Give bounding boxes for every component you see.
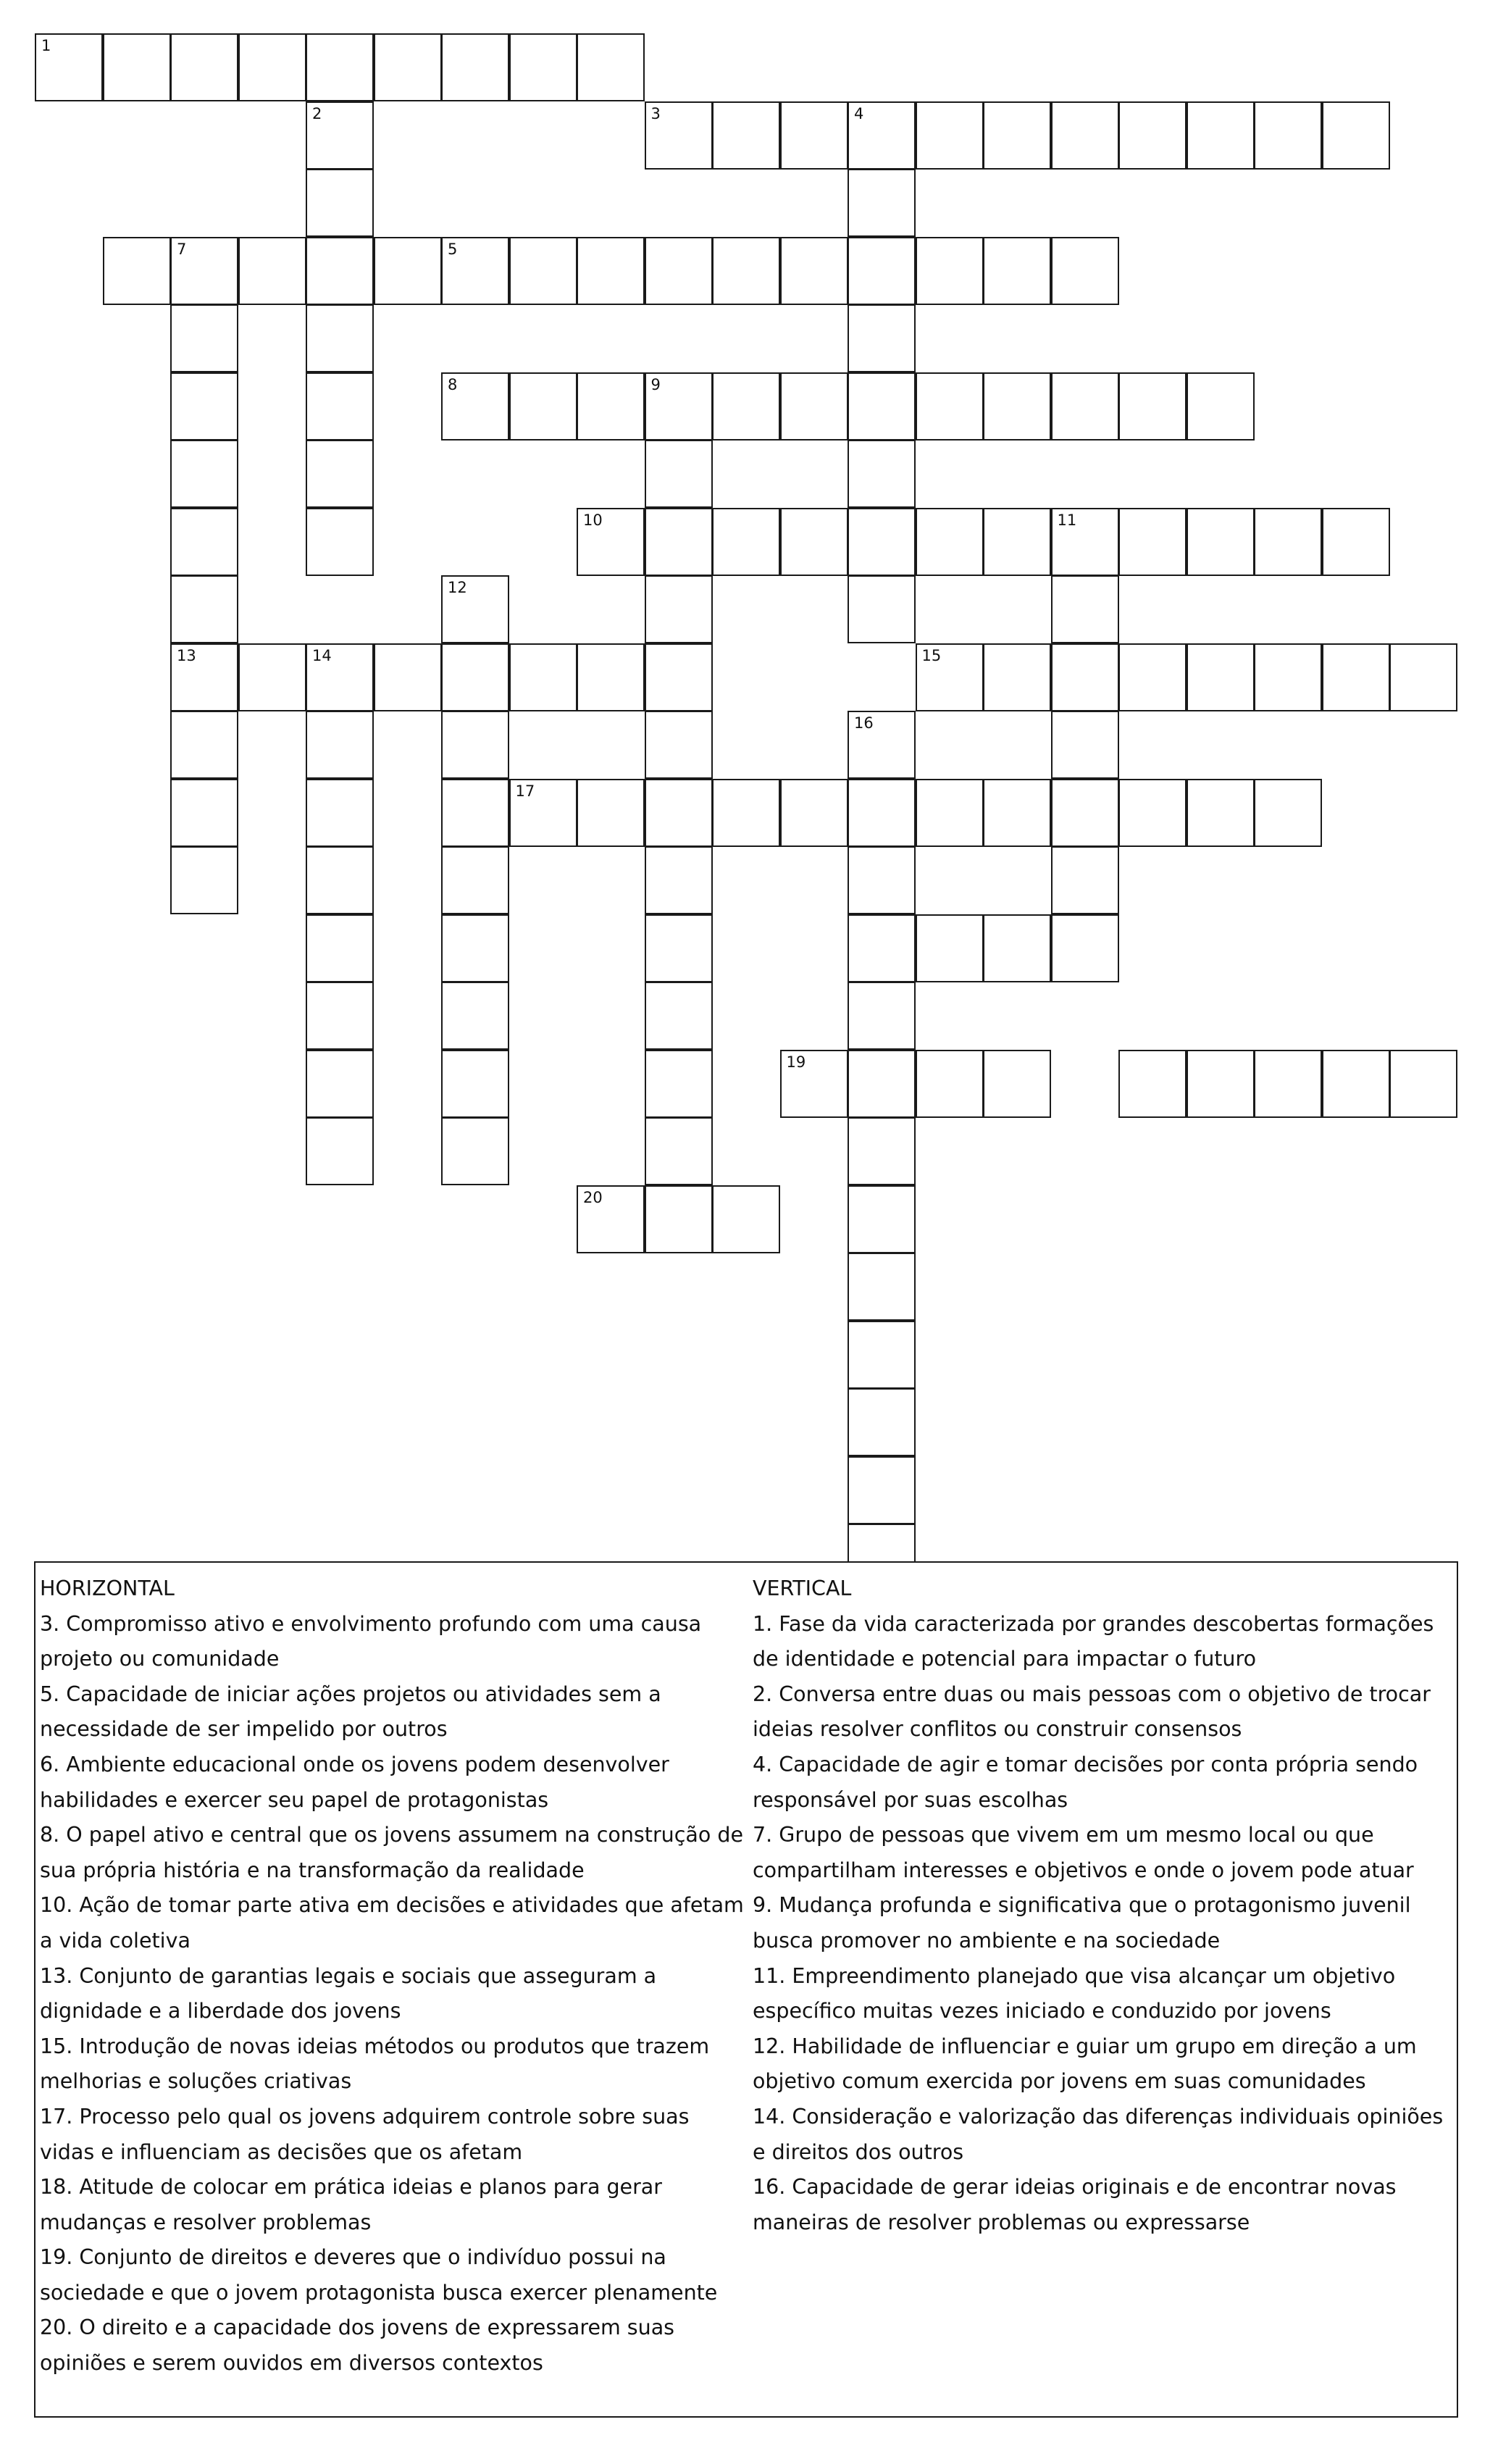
grid-cell[interactable] [441, 779, 509, 847]
grid-cell[interactable] [848, 101, 916, 170]
grid-cell[interactable] [1051, 914, 1119, 982]
grid-cell[interactable] [848, 1388, 916, 1456]
clue-number: 5 [448, 240, 458, 258]
grid-cell[interactable] [645, 508, 713, 576]
clue-item: 8. O papel ativo e central que os jovens assumem na construção de sua própria história e na transformação da realidade [40, 1823, 743, 1882]
grid-cell[interactable] [712, 508, 780, 576]
grid-cell[interactable] [374, 237, 442, 305]
grid-cell[interactable] [35, 33, 103, 101]
grid-cell[interactable] [1187, 643, 1255, 711]
grid-cell[interactable] [1051, 237, 1119, 305]
grid-cell[interactable] [306, 101, 374, 170]
grid-cell[interactable] [983, 372, 1051, 440]
grid-cell[interactable] [1187, 101, 1255, 170]
clue-number: 17 [515, 782, 535, 800]
grid-cell[interactable] [712, 1185, 780, 1253]
grid-cell[interactable] [848, 982, 916, 1050]
grid-cell[interactable] [712, 372, 780, 440]
clue-item: 9. Mudança profunda e significativa que o protagonismo juvenil busca promover no ambiente e na sociedade [753, 1893, 1411, 1953]
grid-cell[interactable] [645, 914, 713, 982]
grid-cell[interactable] [848, 1456, 916, 1524]
horizontal-clue-list [40, 1607, 750, 2381]
clue-number: 16 [854, 714, 874, 732]
grid-cell[interactable] [848, 914, 916, 982]
grid-cell[interactable] [306, 982, 374, 1050]
clue-item: 18. Atitude de colocar em prática ideias e planos para gerar mudanças e resolver problemas [40, 2175, 662, 2234]
grid-cell[interactable] [441, 914, 509, 982]
grid-cell[interactable] [848, 304, 916, 372]
grid-cell[interactable] [645, 237, 713, 305]
clue-number: 20 [583, 1188, 603, 1206]
clue-item: 14. Consideração e valorização das diferenças individuais opiniões e direitos dos outros [753, 2104, 1444, 2164]
clue-number: 8 [448, 375, 458, 393]
clue-item: 7. Grupo de pessoas que vivem em um mesmo local ou que compartilham interesses e objetivos e onde o jovem pode atuar [753, 1823, 1414, 1882]
grid-cell[interactable] [1118, 508, 1187, 576]
grid-cell[interactable] [848, 779, 916, 847]
grid-cell[interactable] [916, 101, 984, 170]
grid-cell[interactable] [441, 575, 509, 643]
grid-cell[interactable] [306, 440, 374, 508]
grid-cell[interactable] [983, 508, 1051, 576]
grid-cell[interactable] [848, 1253, 916, 1321]
grid-cell[interactable] [170, 372, 238, 440]
grid-cell[interactable] [306, 169, 374, 237]
grid-cell[interactable] [780, 101, 848, 170]
grid-cell[interactable] [645, 101, 713, 170]
grid-cell[interactable] [848, 169, 916, 237]
horizontal-clues [40, 1571, 750, 2381]
grid-cell[interactable] [1322, 101, 1390, 170]
grid-cell[interactable] [1389, 643, 1457, 711]
grid-cell[interactable] [170, 575, 238, 643]
grid-cell[interactable] [645, 1117, 713, 1185]
vertical-clues [753, 1571, 1455, 2240]
grid-cell[interactable] [780, 372, 848, 440]
grid-cell[interactable] [1118, 643, 1187, 711]
clue-number: 3 [650, 104, 661, 122]
grid-cell[interactable] [1051, 508, 1119, 576]
grid-cell[interactable] [1051, 101, 1119, 170]
grid-cell[interactable] [306, 779, 374, 847]
grid-cell[interactable] [645, 982, 713, 1050]
grid-cell[interactable] [509, 372, 577, 440]
grid-cell[interactable] [916, 1050, 984, 1118]
grid-cell[interactable] [306, 711, 374, 779]
grid-cell[interactable] [1118, 372, 1187, 440]
grid-cell[interactable] [916, 643, 984, 711]
grid-cell[interactable] [645, 440, 713, 508]
grid-cell[interactable] [509, 779, 577, 847]
clues-box [34, 1561, 1458, 2418]
clue-item: 4. Capacidade de agir e tomar decisões por conta própria sendo responsável por suas escolhas [753, 1752, 1418, 1812]
grid-cell[interactable] [1322, 643, 1390, 711]
grid-cell[interactable] [983, 1050, 1051, 1118]
grid-cell[interactable] [645, 779, 713, 847]
grid-cell[interactable] [103, 33, 171, 101]
clue-number: 1 [41, 37, 51, 54]
clue-item: 20. O direito e a capacidade dos jovens de expressarem suas opiniões e serem ouvidos em diversos contextos [40, 2315, 675, 2376]
clue-number: 10 [583, 511, 603, 529]
grid-cell[interactable] [848, 440, 916, 508]
grid-cell[interactable] [374, 33, 442, 101]
grid-cell[interactable] [645, 643, 713, 711]
grid-cell[interactable] [306, 508, 374, 576]
grid-cell[interactable] [645, 846, 713, 914]
grid-cell[interactable] [983, 914, 1051, 982]
grid-cell[interactable] [577, 508, 645, 576]
grid-cell[interactable] [1118, 1050, 1187, 1118]
grid-cell[interactable] [1187, 372, 1255, 440]
grid-cell[interactable] [780, 779, 848, 847]
grid-cell[interactable] [577, 33, 645, 101]
grid-cell[interactable] [577, 372, 645, 440]
grid-cell[interactable] [441, 1050, 509, 1118]
grid-cell[interactable] [780, 237, 848, 305]
grid-cell[interactable] [848, 846, 916, 914]
grid-cell[interactable] [306, 1050, 374, 1118]
grid-cell[interactable] [1254, 643, 1322, 711]
clue-number: 12 [448, 579, 467, 596]
grid-cell[interactable] [441, 1117, 509, 1185]
grid-cell[interactable] [441, 643, 509, 711]
vertical-clue-list [753, 1607, 1455, 2241]
clue-item: 12. Habilidade de influenciar e guiar um grupo em direção a um objetivo comum exercida por jovens em suas comunidades [753, 2034, 1417, 2094]
clue-item: 16. Capacidade de gerar ideias originais e de encontrar novas maneiras de resolver problemas ou expressarse [753, 2175, 1397, 2234]
grid-cell[interactable] [441, 372, 509, 440]
grid-cell[interactable] [848, 1117, 916, 1185]
grid-cell[interactable] [103, 237, 171, 305]
grid-cell[interactable] [645, 711, 713, 779]
grid-cell[interactable] [306, 1117, 374, 1185]
grid-cell[interactable] [441, 982, 509, 1050]
grid-cell[interactable] [170, 440, 238, 508]
grid-cell[interactable] [170, 711, 238, 779]
grid-cell[interactable] [1389, 1050, 1457, 1118]
grid-cell[interactable] [306, 846, 374, 914]
clue-item: 19. Conjunto de direitos e deveres que o indivíduo possui na sociedade e que o jovem protagonista busca exercer plenamente [40, 2245, 718, 2305]
grid-cell[interactable] [509, 237, 577, 305]
clue-number: 19 [786, 1053, 806, 1071]
grid-cell[interactable] [306, 33, 374, 101]
grid-cell[interactable] [170, 643, 238, 711]
grid-cell[interactable] [848, 711, 916, 779]
grid-cell[interactable] [577, 779, 645, 847]
clue-item: 11. Empreendimento planejado que visa alcançar um objetivo específico muitas vezes iniciado e conduzido por jovens [753, 1963, 1396, 2024]
grid-cell[interactable] [509, 33, 577, 101]
grid-cell[interactable] [577, 237, 645, 305]
grid-cell[interactable] [848, 237, 916, 305]
grid-cell[interactable] [306, 237, 374, 305]
grid-cell[interactable] [509, 643, 577, 711]
clue-number: 9 [650, 375, 661, 393]
grid-cell[interactable] [916, 372, 984, 440]
grid-cell[interactable] [1254, 779, 1322, 847]
grid-cell[interactable] [1322, 1050, 1390, 1118]
grid-cell[interactable] [374, 643, 442, 711]
grid-cell[interactable] [170, 237, 238, 305]
grid-cell[interactable] [1051, 846, 1119, 914]
grid-cell[interactable] [712, 101, 780, 170]
grid-cell[interactable] [916, 914, 984, 982]
clue-number: 11 [1057, 511, 1077, 529]
grid-cell[interactable] [441, 33, 509, 101]
grid-cell[interactable] [645, 372, 713, 440]
clue-item: 2. Conversa entre duas ou mais pessoas com o objetivo de trocar ideias resolver conflitos ou construir consensos [753, 1682, 1431, 1742]
vertical-heading: VERTICAL [753, 1576, 852, 1600]
grid-cell[interactable] [306, 914, 374, 982]
grid-cell[interactable] [1187, 508, 1255, 576]
grid-cell[interactable] [306, 304, 374, 372]
grid-cell[interactable] [1322, 508, 1390, 576]
grid-cell[interactable] [645, 1185, 713, 1253]
grid-cell[interactable] [916, 508, 984, 576]
clue-item: 1. Fase da vida caracterizada por grandes descobertas formações de identidade e potencial para impactar o futuro [753, 1611, 1434, 1671]
grid-cell[interactable] [780, 508, 848, 576]
grid-cell[interactable] [441, 846, 509, 914]
grid-cell[interactable] [577, 1185, 645, 1253]
grid-cell[interactable] [1254, 101, 1322, 170]
grid-cell[interactable] [916, 237, 984, 305]
clue-number: 13 [177, 646, 196, 664]
grid-cell[interactable] [848, 372, 916, 440]
grid-cell[interactable] [1051, 643, 1119, 711]
grid-cell[interactable] [645, 1050, 713, 1118]
grid-cell[interactable] [983, 643, 1051, 711]
clue-item: 17. Processo pelo qual os jovens adquirem controle sobre suas vidas e influenciam as decisões que os afetam [40, 2104, 690, 2164]
grid-cell[interactable] [441, 237, 509, 305]
clue-number: 2 [312, 104, 322, 122]
clue-item: 3. Compromisso ativo e envolvimento profundo com uma causa projeto ou comunidade [40, 1611, 702, 1671]
grid-cell[interactable] [1051, 372, 1119, 440]
grid-cell[interactable] [848, 575, 916, 643]
grid-cell[interactable] [1187, 779, 1255, 847]
grid-cell[interactable] [1187, 1050, 1255, 1118]
grid-cell[interactable] [170, 508, 238, 576]
clue-number: 14 [312, 646, 332, 664]
grid-cell[interactable] [712, 237, 780, 305]
grid-cell[interactable] [238, 643, 306, 711]
grid-cell[interactable] [441, 711, 509, 779]
grid-cell[interactable] [916, 779, 984, 847]
grid-cell[interactable] [983, 237, 1051, 305]
grid-cell[interactable] [848, 1321, 916, 1389]
grid-cell[interactable] [1051, 711, 1119, 779]
grid-cell[interactable] [1118, 101, 1187, 170]
clue-number: 7 [177, 240, 187, 258]
clue-item: 6. Ambiente educacional onde os jovens podem desenvolver habilidades e exercer seu papel de protagonistas [40, 1752, 669, 1812]
grid-cell[interactable] [170, 846, 238, 914]
grid-cell[interactable] [848, 508, 916, 576]
grid-cell[interactable] [238, 33, 306, 101]
grid-cell[interactable] [1118, 779, 1187, 847]
clue-item: 13. Conjunto de garantias legais e sociais que asseguram a dignidade e a liberdade dos jovens [40, 1963, 657, 2024]
grid-cell[interactable] [983, 101, 1051, 170]
grid-cell[interactable] [1051, 779, 1119, 847]
clue-number: 4 [854, 104, 864, 122]
grid-cell[interactable] [170, 33, 238, 101]
clue-item: 15. Introdução de novas ideias métodos ou produtos que trazem melhorias e soluções criativas [40, 2034, 710, 2094]
grid-cell[interactable] [238, 237, 306, 305]
grid-cell[interactable] [645, 575, 713, 643]
horizontal-heading: HORIZONTAL [40, 1576, 175, 1600]
grid-cell[interactable] [848, 1185, 916, 1253]
grid-cell[interactable] [170, 779, 238, 847]
clue-item: 5. Capacidade de iniciar ações projetos ou atividades sem a necessidade de ser impelido por outros [40, 1682, 661, 1742]
grid-cell[interactable] [712, 779, 780, 847]
grid-cell[interactable] [1254, 1050, 1322, 1118]
grid-cell[interactable] [306, 372, 374, 440]
grid-cell[interactable] [306, 643, 374, 711]
grid-cell[interactable] [780, 1050, 848, 1118]
grid-cell[interactable] [1051, 575, 1119, 643]
grid-cell[interactable] [1254, 508, 1322, 576]
clue-number: 15 [921, 646, 942, 664]
grid-cell[interactable] [170, 304, 238, 372]
grid-cell[interactable] [577, 643, 645, 711]
clue-item: 10. Ação de tomar parte ativa em decisões e atividades que afetam a vida coletiva [40, 1893, 744, 1953]
grid-cell[interactable] [983, 779, 1051, 847]
grid-cell[interactable] [848, 1050, 916, 1118]
